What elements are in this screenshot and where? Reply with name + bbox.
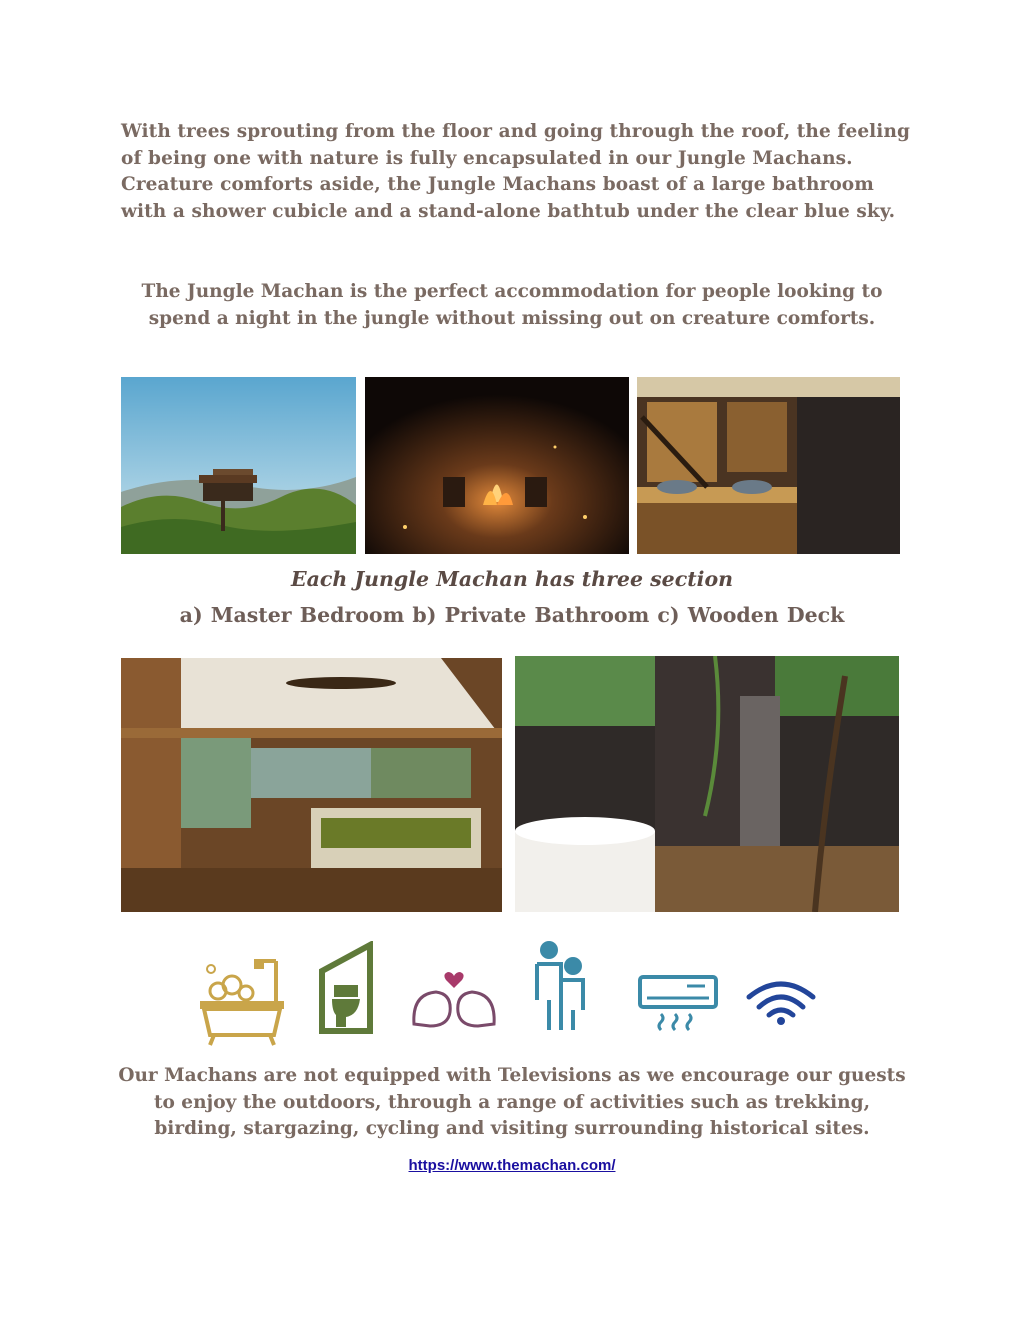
outro-paragraph: Our Machans are not equipped with Televisions as we encourage our guests to enjoy the outdoors, through a range of activities such as trekking, birding, stargazing, cycling and visiting surrounding historical sites. <box>118 1065 906 1140</box>
couple-icon <box>410 972 498 1030</box>
bathtub-icon <box>196 955 288 1047</box>
toilet-icon <box>318 941 374 1035</box>
sections-list: a) Master Bedroom b) Private Bathroom c) Wooden Deck <box>179 603 845 627</box>
website-link[interactable]: https://www.themachan.com/ <box>408 1157 616 1174</box>
sections-title: Each Jungle Machan has three section <box>290 567 734 591</box>
website-link-container <box>0 1157 1024 1174</box>
family-icon <box>531 940 587 1032</box>
outdoor-bathroom-photo <box>515 656 899 912</box>
wifi-icon <box>745 979 817 1025</box>
air-conditioner-icon <box>637 974 719 1032</box>
intro-paragraph: With trees sprouting from the floor and going through the roof, the feeling of being one with nature is fully encapsulated in our Jungle Machans. Creature comforts aside, the Jungle Machans boast of a large bathroom with a shower cubicle and a stand-alone bathtub under the clear blue sky. <box>121 121 911 222</box>
master-bedroom-photo <box>121 658 502 912</box>
bathroom-vanity-photo <box>637 377 900 554</box>
tagline: The Jungle Machan is the perfect accommodation for people looking to spend a night in the jungle without missing out on creature comforts. <box>141 281 883 329</box>
campfire-photo <box>365 377 629 554</box>
treehouse-exterior-photo <box>121 377 356 554</box>
